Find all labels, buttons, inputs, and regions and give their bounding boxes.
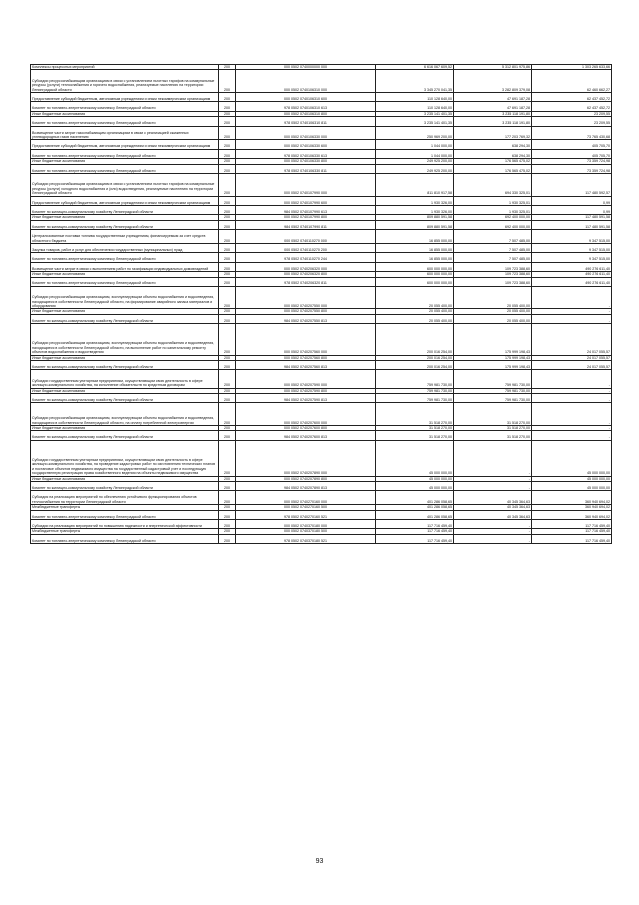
row-executed: 109 723 388,60 — [454, 262, 532, 271]
row-name: Комитет по жилищно-коммунальному хозяйству Ленинградской области — [31, 394, 219, 403]
row-approved: 401 286 058,65 — [376, 510, 454, 519]
row-line-code: 200 — [219, 253, 236, 262]
row-budget-code: 000 0502 0740207590 800 — [236, 388, 376, 393]
row-executed: 3 235 118 191,80 — [454, 117, 532, 126]
row-name: Субсидии ресурсоснабжающим организациям в связи с установлением льготных тарифов на коммунальные ресурсы (услуги) теплоснабжения и горячего водоснабжения, реализуемые населению на территории Ленинградской области — [31, 70, 219, 93]
row-line-code: 200 — [219, 482, 236, 491]
row-unexecuted: 45 000 000,00 — [532, 482, 612, 491]
row-budget-code: 000 0502 0740207550 000 — [236, 286, 376, 309]
row-unexecuted: - — [532, 394, 612, 403]
row-approved: 117 716 459,40 — [376, 520, 454, 529]
row-name: Комитет по топливно-энергетическому комплексу Ленинградской области — [31, 102, 219, 111]
row-approved: 3 235 141 401,35 — [376, 117, 454, 126]
row-budget-code: 978 0502 0740370180 521 — [236, 534, 376, 543]
row-line-code: 200 — [219, 243, 236, 252]
row-line-code: 200 — [219, 510, 236, 519]
row-line-code: 200 — [219, 230, 236, 244]
row-unexecuted: 360 940 694,02 — [532, 510, 612, 519]
row-executed: 1 930 325,01 — [454, 196, 532, 205]
row-executed: 176 565 475,02 — [454, 159, 532, 164]
row-unexecuted: 490 276 611,40 — [532, 262, 612, 271]
row-name: Предоставление субсидий бюджетным, автономным учреждениям и иным некоммерческим организациям — [31, 140, 219, 149]
row-name: Иные бюджетные ассигнования — [31, 159, 219, 164]
table-row — [31, 534, 612, 543]
row-executed: 759 981 730,00 — [454, 394, 532, 403]
table-row — [31, 117, 612, 126]
row-name: Межбюджетные трансферты — [31, 505, 219, 510]
row-executed: 759 981 730,00 — [454, 370, 532, 388]
row-approved: 809 880 591,58 — [376, 215, 454, 220]
row-name: Комитет по жилищно-коммунальному хозяйству Ленинградской области — [31, 361, 219, 370]
table-row — [31, 491, 612, 505]
row-budget-code: 978 0502 0740106310 613 — [236, 102, 376, 111]
row-executed: 7 507 485,00 — [454, 230, 532, 244]
row-approved: 600 000 000,00 — [376, 277, 454, 286]
row-name: Комитет по топливно-энергетическому комплексу Ленинградской области — [31, 510, 219, 519]
row-line-code: 200 — [219, 149, 236, 158]
row-budget-code: 000 0502 0740107990 600 — [236, 196, 376, 205]
row-approved: 250 969 200,00 — [376, 126, 454, 140]
row-line-code: 200 — [219, 272, 236, 277]
row-budget-code: 000 0502 0740207560 000 — [236, 324, 376, 355]
row-name: Иные бюджетные ассигнования — [31, 215, 219, 220]
row-approved: 45 000 000,00 — [376, 482, 454, 491]
row-executed: 40 345 364,63 — [454, 505, 532, 510]
row-line-code: 200 — [219, 117, 236, 126]
row-unexecuted: 117 716 459,40 — [532, 534, 612, 543]
row-budget-code: 000 0502 0740107990 000 — [236, 173, 376, 196]
row-executed: 20 055 400,00 — [454, 309, 532, 314]
row-executed: - — [454, 520, 532, 529]
row-name: Иные бюджетные ассигнования — [31, 272, 219, 277]
row-budget-code: 978 0502 0740106330 811 — [236, 164, 376, 173]
row-unexecuted: 73 359 724,98 — [532, 159, 612, 164]
table-row — [31, 370, 612, 388]
row-budget-code: 000 0502 0740106330 600 — [236, 140, 376, 149]
row-name: Субсидии государственным унитарным предприятиям, осуществляющим свою деятельность в сфере жилищно-коммунального хозяйства, на исполнение обязательств по кредитным договорам — [31, 370, 219, 388]
row-executed: - — [454, 482, 532, 491]
row-approved: 6 616 067 609,52 — [376, 65, 454, 70]
row-name: Комитет по жилищно-коммунальному хозяйству Ленинградской области — [31, 220, 219, 229]
table-row — [31, 482, 612, 491]
row-executed: 1 930 325,01 — [454, 205, 532, 214]
row-unexecuted: 24 017 055,57 — [532, 355, 612, 360]
row-approved: 16 855 000,00 — [376, 253, 454, 262]
table-row — [31, 262, 612, 271]
row-executed: 31 518 270,00 — [454, 403, 532, 426]
row-unexecuted: - — [532, 431, 612, 440]
table-row — [31, 253, 612, 262]
row-approved: 759 981 730,00 — [376, 394, 454, 403]
row-approved: 16 855 000,00 — [376, 243, 454, 252]
row-line-code: 200 — [219, 314, 236, 323]
row-unexecuted: 117 480 591,58 — [532, 220, 612, 229]
row-unexecuted: 23 209,55 — [532, 117, 612, 126]
row-approved: 20 055 400,00 — [376, 314, 454, 323]
row-executed: 176 565 475,02 — [454, 164, 532, 173]
row-unexecuted: - — [532, 388, 612, 393]
row-name: Субсидии ресурсоснабжающим организациям в связи с установлением льготных тарифов на коммунальные ресурсы (услуги) холодного водоснабжения и (или) водоотведения, реализуемые населению на территории Ленинградской области — [31, 173, 219, 196]
row-budget-code: 000 0502 0740206320 800 — [236, 272, 376, 277]
row-name: Возмещение части затрат в связи с выполнением работ по газификации индивидуальных домовладений — [31, 262, 219, 271]
row-name: Комитет по топливно-энергетическому комплексу Ленинградской области — [31, 164, 219, 173]
row-unexecuted: - — [532, 403, 612, 426]
row-executed: 40 345 364,63 — [454, 491, 532, 505]
row-executed: 692 400 000,00 — [454, 215, 532, 220]
row-name: Комплексы процессных мероприятий — [31, 65, 219, 70]
row-budget-code: 000 0502 0740270160 000 — [236, 491, 376, 505]
row-budget-code: 000 0502 0740207590 000 — [236, 370, 376, 388]
row-executed: 692 400 000,00 — [454, 220, 532, 229]
row-unexecuted: 62 460 662,27 — [532, 70, 612, 93]
row-executed: - — [454, 534, 532, 543]
row-approved: 809 880 591,58 — [376, 220, 454, 229]
row-approved: 3 345 270 041,35 — [376, 70, 454, 93]
row-line-code: 200 — [219, 196, 236, 205]
table-row — [31, 205, 612, 214]
row-approved: 16 855 000,00 — [376, 230, 454, 244]
row-line-code: 200 — [219, 286, 236, 309]
table-row — [31, 102, 612, 111]
row-approved: 31 518 270,00 — [376, 426, 454, 431]
row-executed: 47 691 187,28 — [454, 93, 532, 102]
row-budget-code: 000 0502 0740106310 600 — [236, 93, 376, 102]
row-executed: - — [454, 440, 532, 476]
row-name: Комитет по жилищно-коммунальному хозяйству Ленинградской области — [31, 314, 219, 323]
row-name: Комитет по топливно-энергетическому комплексу Ленинградской области — [31, 253, 219, 262]
row-budget-code: 000 0502 0740207600 000 — [236, 403, 376, 426]
row-unexecuted: - — [532, 286, 612, 309]
row-executed: 20 055 400,00 — [454, 286, 532, 309]
row-unexecuted: 9 347 515,00 — [532, 253, 612, 262]
row-budget-code: 984 0502 0740107990 613 — [236, 205, 376, 214]
table-row — [31, 70, 612, 93]
row-line-code: 200 — [219, 215, 236, 220]
row-budget-code: 978 0502 0740106330 613 — [236, 149, 376, 158]
row-budget-code: 978 0502 0740110270 244 — [236, 253, 376, 262]
row-executed: 7 507 485,00 — [454, 253, 532, 262]
table-row — [31, 126, 612, 140]
row-budget-code: 000 0502 0740106330 000 — [236, 126, 376, 140]
row-name: Возмещение части затрат газоснабжающим организациям в связи с реализацией сжиженных углеводородных газов населению — [31, 126, 219, 140]
row-approved: 1 044 000,00 — [376, 149, 454, 158]
row-approved: 45 000 000,00 — [376, 440, 454, 476]
row-budget-code: 000 0502 0740110270 000 — [236, 230, 376, 244]
row-unexecuted: 0,99 — [532, 205, 612, 214]
row-line-code: 200 — [219, 70, 236, 93]
row-approved: 117 716 459,40 — [376, 529, 454, 534]
row-approved: 110 128 640,00 — [376, 102, 454, 111]
row-name: Комитет по топливно-энергетическому комплексу Ленинградской области — [31, 277, 219, 286]
row-name: Иные бюджетные ассигнования — [31, 309, 219, 314]
table-row — [31, 220, 612, 229]
row-name: Межбюджетные трансферты — [31, 529, 219, 534]
row-line-code: 200 — [219, 388, 236, 393]
row-executed: 31 518 270,00 — [454, 426, 532, 431]
row-budget-code: 000 0502 0740370180 000 — [236, 520, 376, 529]
row-executed: - — [454, 476, 532, 481]
row-name: Централизованные поставки топлива государственным учреждениям, финансируемым за счет средств областного бюджета — [31, 230, 219, 244]
row-budget-code: 000 0502 0740106310 800 — [236, 111, 376, 116]
row-approved: 401 286 058,65 — [376, 491, 454, 505]
table-row — [31, 520, 612, 529]
row-line-code: 200 — [219, 277, 236, 286]
row-name: Комитет по топливно-энергетическому комплексу Ленинградской области — [31, 149, 219, 158]
row-approved: 1 044 000,00 — [376, 140, 454, 149]
row-budget-code: 984 0502 0740207550 813 — [236, 314, 376, 323]
row-budget-code: 984 0502 0740207590 813 — [236, 394, 376, 403]
budget-table-body — [31, 65, 612, 544]
budget-table — [30, 64, 612, 544]
row-line-code: 200 — [219, 534, 236, 543]
row-approved: 20 055 400,00 — [376, 309, 454, 314]
row-line-code: 200 — [219, 394, 236, 403]
row-budget-code: 000 0502 0740207600 800 — [236, 426, 376, 431]
row-line-code: 200 — [219, 355, 236, 360]
row-unexecuted: 117 480 592,57 — [532, 173, 612, 196]
row-unexecuted: 117 716 459,40 — [532, 529, 612, 534]
row-name: Субсидии на реализацию мероприятий по повышению надежности и энергетической эффективности — [31, 520, 219, 529]
table-row — [31, 361, 612, 370]
row-line-code: 200 — [219, 431, 236, 440]
row-budget-code: 000 0502 0740110270 200 — [236, 243, 376, 252]
row-line-code: 200 — [219, 403, 236, 426]
row-name: Иные бюджетные ассигнования — [31, 111, 219, 116]
row-name: Комитет по жилищно-коммунальному хозяйству Ленинградской области — [31, 431, 219, 440]
row-budget-code: 000 0502 0740370180 500 — [236, 529, 376, 534]
row-budget-code: 978 0502 0740270160 521 — [236, 510, 376, 519]
row-name: Иные бюджетные ассигнования — [31, 355, 219, 360]
row-unexecuted: 360 940 694,02 — [532, 491, 612, 505]
row-line-code: 200 — [219, 93, 236, 102]
row-unexecuted: - — [532, 426, 612, 431]
row-line-code: 200 — [219, 205, 236, 214]
row-budget-code: 000 0502 0740207890 000 — [236, 440, 376, 476]
row-unexecuted: 73 765 430,68 — [532, 126, 612, 140]
row-executed: 20 055 400,00 — [454, 314, 532, 323]
row-line-code: 200 — [219, 529, 236, 534]
row-approved: 759 981 730,00 — [376, 388, 454, 393]
row-approved: 401 286 058,65 — [376, 505, 454, 510]
row-unexecuted: 24 017 055,57 — [532, 361, 612, 370]
row-line-code: 200 — [219, 164, 236, 173]
row-unexecuted: 490 276 611,40 — [532, 277, 612, 286]
table-row — [31, 403, 612, 426]
row-executed: 109 723 388,60 — [454, 272, 532, 277]
row-approved: 200 016 254,00 — [376, 355, 454, 360]
table-row — [31, 140, 612, 149]
row-budget-code: 000 0502 0740206320 000 — [236, 262, 376, 271]
table-row — [31, 394, 612, 403]
row-executed: 694 330 325,01 — [454, 173, 532, 196]
row-unexecuted: 23 209,55 — [532, 111, 612, 116]
row-executed: 47 691 187,28 — [454, 102, 532, 111]
row-unexecuted: 9 347 515,00 — [532, 243, 612, 252]
row-executed: 5 312 801 975,86 — [454, 65, 532, 70]
row-budget-code: 000 0502 0740207890 800 — [236, 476, 376, 481]
row-budget-code: 984 0502 0740207600 813 — [236, 431, 376, 440]
row-name: Субсидия на реализацию мероприятий по обеспечению устойчивого функционирования объектов теплоснабжения на территории Ленинградской области — [31, 491, 219, 505]
row-budget-code: 000 0502 0740270160 500 — [236, 505, 376, 510]
row-unexecuted: 45 000 000,00 — [532, 440, 612, 476]
row-name: Субсидии ресурсоснабжающим организациям, эксплуатирующим объекты водоснабжения и водоотведения, находящиеся в собственности Ленинградской области, на формирование аварийного запаса материалов и оборудования — [31, 286, 219, 309]
row-approved: 117 716 459,40 — [376, 534, 454, 543]
row-line-code: 200 — [219, 426, 236, 431]
row-unexecuted: 62 437 452,72 — [532, 93, 612, 102]
row-line-code: 200 — [219, 220, 236, 229]
row-budget-code: 984 0502 0740207560 813 — [236, 361, 376, 370]
row-approved: 1 930 326,00 — [376, 196, 454, 205]
row-line-code: 200 — [219, 520, 236, 529]
row-name: Предоставление субсидий бюджетным, автономным учреждениям и иным некоммерческим организациям — [31, 196, 219, 205]
row-approved: 811 810 917,58 — [376, 173, 454, 196]
table-row — [31, 93, 612, 102]
row-budget-code: 000 0502 0740000000 000 — [236, 65, 376, 70]
row-line-code: 200 — [219, 102, 236, 111]
row-budget-code: 000 0502 0740207560 800 — [236, 355, 376, 360]
row-name: Субсидии ресурсоснабжающим организациям, эксплуатирующим объекты водоснабжения и водоотведения, находящиеся в собственности Ленинградской области, на оплату потребленной электроэнергии — [31, 403, 219, 426]
row-unexecuted: 490 276 611,40 — [532, 272, 612, 277]
row-name: Комитет по жилищно-коммунальному хозяйству Ленинградской области — [31, 482, 219, 491]
row-executed: 7 507 485,00 — [454, 243, 532, 252]
table-row — [31, 173, 612, 196]
row-unexecuted: 117 480 591,58 — [532, 215, 612, 220]
row-approved: 45 000 000,00 — [376, 476, 454, 481]
row-line-code: 200 — [219, 476, 236, 481]
row-budget-code: 978 0502 0740206320 811 — [236, 277, 376, 286]
row-unexecuted: 1 303 265 633,66 — [532, 65, 612, 70]
row-line-code: 200 — [219, 111, 236, 116]
row-budget-code: 978 0502 0740106310 811 — [236, 117, 376, 126]
table-row — [31, 196, 612, 205]
table-row — [31, 431, 612, 440]
row-unexecuted: - — [532, 314, 612, 323]
row-approved: 200 016 254,00 — [376, 324, 454, 355]
row-approved: 759 981 730,00 — [376, 370, 454, 388]
row-executed: 40 345 364,63 — [454, 510, 532, 519]
row-unexecuted: - — [532, 309, 612, 314]
row-unexecuted: 45 000 000,00 — [532, 476, 612, 481]
row-unexecuted: 360 940 694,02 — [532, 505, 612, 510]
row-line-code: 200 — [219, 65, 236, 70]
row-approved: 3 235 141 401,35 — [376, 111, 454, 116]
row-name: Предоставление субсидий бюджетным, автономным учреждениям и иным некоммерческим организациям — [31, 93, 219, 102]
table-row — [31, 314, 612, 323]
row-name: Иные бюджетные ассигнования — [31, 476, 219, 481]
table-row — [31, 277, 612, 286]
row-executed: - — [454, 529, 532, 534]
row-line-code: 200 — [219, 361, 236, 370]
row-budget-code: 000 0502 0740207550 800 — [236, 309, 376, 314]
row-approved: 249 925 200,00 — [376, 164, 454, 173]
row-approved: 200 016 254,00 — [376, 361, 454, 370]
row-unexecuted: 62 437 452,72 — [532, 102, 612, 111]
row-budget-code: 000 0502 0740107990 800 — [236, 215, 376, 220]
row-approved: 31 518 270,00 — [376, 403, 454, 426]
table-row — [31, 286, 612, 309]
row-approved: 110 128 640,00 — [376, 93, 454, 102]
row-approved: 20 055 400,00 — [376, 286, 454, 309]
row-unexecuted: 405 705,70 — [532, 140, 612, 149]
row-line-code: 200 — [219, 370, 236, 388]
row-approved: 31 518 270,00 — [376, 431, 454, 440]
row-executed: 175 999 198,43 — [454, 355, 532, 360]
table-row — [31, 164, 612, 173]
row-unexecuted: 117 716 459,40 — [532, 520, 612, 529]
row-unexecuted: 405 705,70 — [532, 149, 612, 158]
row-name: Иные бюджетные ассигнования — [31, 426, 219, 431]
row-approved: 600 000 000,00 — [376, 272, 454, 277]
row-executed: 3 235 118 191,80 — [454, 111, 532, 116]
table-row — [31, 230, 612, 244]
row-line-code: 200 — [219, 324, 236, 355]
row-executed: 177 203 769,32 — [454, 126, 532, 140]
row-line-code: 200 — [219, 262, 236, 271]
row-budget-code: 000 0502 0740106330 800 — [236, 159, 376, 164]
row-executed: 3 282 809 379,08 — [454, 70, 532, 93]
row-line-code: 200 — [219, 491, 236, 505]
row-budget-code: 984 0502 0740207890 813 — [236, 482, 376, 491]
row-unexecuted: 73 359 724,98 — [532, 164, 612, 173]
row-unexecuted: 9 347 515,00 — [532, 230, 612, 244]
row-executed: 638 294,30 — [454, 140, 532, 149]
row-line-code: 200 — [219, 505, 236, 510]
row-line-code: 200 — [219, 440, 236, 476]
row-budget-code: 984 0502 0740107990 811 — [236, 220, 376, 229]
table-row — [31, 510, 612, 519]
row-approved: 1 930 326,00 — [376, 205, 454, 214]
table-row — [31, 243, 612, 252]
table-row — [31, 324, 612, 355]
row-name: Комитет по топливно-энергетическому комплексу Ленинградской области — [31, 117, 219, 126]
row-executed: 31 518 270,00 — [454, 431, 532, 440]
row-name: Иные бюджетные ассигнования — [31, 388, 219, 393]
row-line-code: 200 — [219, 126, 236, 140]
row-name: Комитет по жилищно-коммунальному хозяйству Ленинградской области — [31, 205, 219, 214]
page-number: 93 — [315, 858, 324, 865]
row-line-code: 200 — [219, 159, 236, 164]
row-budget-code: 000 0502 0740106310 000 — [236, 70, 376, 93]
row-unexecuted: 24 017 055,57 — [532, 324, 612, 355]
row-unexecuted: 0,99 — [532, 196, 612, 205]
table-row — [31, 149, 612, 158]
row-executed: 109 723 388,60 — [454, 277, 532, 286]
table-row — [31, 440, 612, 476]
row-name: Комитет по топливно-энергетическому комплексу Ленинградской области — [31, 534, 219, 543]
row-line-code: 200 — [219, 309, 236, 314]
row-name: Субсидии ресурсоснабжающим организациям, эксплуатирующим объекты водоснабжения и водоотведения, находящиеся в собственности Ленинградской области, на выполнение работ по капитальному ремонту объектов водоснабжения и водоотведения — [31, 324, 219, 355]
row-line-code: 200 — [219, 173, 236, 196]
row-line-code: 200 — [219, 140, 236, 149]
row-executed: 175 999 198,43 — [454, 324, 532, 355]
row-executed: 759 981 730,00 — [454, 388, 532, 393]
row-unexecuted: - — [532, 370, 612, 388]
row-name: Субсидии государственным унитарным предприятиям, осуществляющим свою деятельность в сфере жилищно-коммунального хозяйства, на проведение кадастровых работ по изготовлению технических планов и постановке объектов недвижимого имущества на государственный кадастровый учет и последующую государственную регистрацию права хозяйственного ведения на объекты недвижимого имущества — [31, 440, 219, 476]
row-name: Закупка товаров, работ и услуг для обеспечения государственных (муниципальных) нужд — [31, 243, 219, 252]
row-approved: 600 000 000,00 — [376, 262, 454, 271]
row-executed: 638 294,30 — [454, 149, 532, 158]
row-executed: 175 999 198,43 — [454, 361, 532, 370]
row-approved: 249 925 200,00 — [376, 159, 454, 164]
